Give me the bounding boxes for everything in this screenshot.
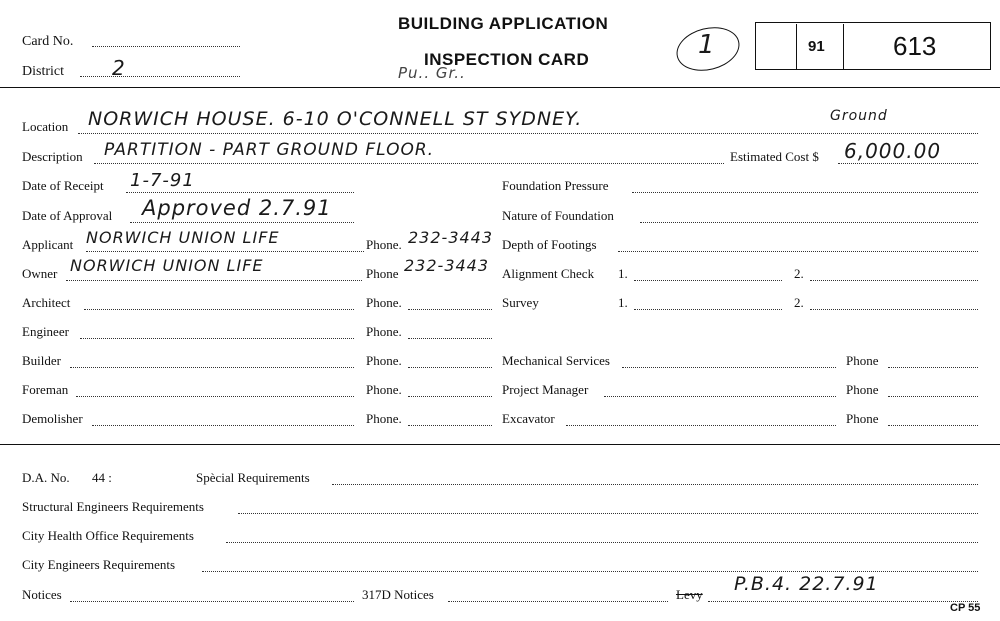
builder-phone-field[interactable] <box>408 367 492 368</box>
city-engineers-label: City Engineers Requirements <box>22 557 176 572</box>
description-field[interactable] <box>94 163 724 164</box>
applicant-label: Applicant <box>22 237 74 252</box>
box-divider-1 <box>796 24 797 70</box>
special-requirements-label: Spècial Requirements <box>196 470 310 485</box>
alignment-num2: 2. <box>794 266 804 281</box>
date-approval-value: Approved 2.7.91 <box>142 196 332 220</box>
alignment-field-2[interactable] <box>810 280 978 281</box>
card-number-box <box>755 22 991 70</box>
box-divider-2 <box>843 24 844 70</box>
owner-value: NORWICH UNION LIFE <box>70 256 264 275</box>
applicant-field[interactable] <box>86 251 364 252</box>
special-requirements-field[interactable] <box>332 484 978 485</box>
demolisher-phone-label: Phone. <box>366 411 402 426</box>
da-no-label: D.A. No. <box>22 470 70 485</box>
demolisher-field[interactable] <box>92 425 354 426</box>
survey-num1: 1. <box>618 295 628 310</box>
architect-label: Architect <box>22 295 71 310</box>
estimated-cost-value: 6,000.00 <box>844 139 942 163</box>
foundation-pressure-label: Foundation Pressure <box>502 178 609 193</box>
district-label: District <box>22 64 64 79</box>
city-engineers-field[interactable] <box>202 571 978 572</box>
excavator-label: Excavator <box>502 411 555 426</box>
foundation-pressure-field[interactable] <box>632 192 978 193</box>
date-receipt-value: 1-7-91 <box>130 170 195 191</box>
architect-phone-field[interactable] <box>408 309 492 310</box>
excavator-field[interactable] <box>566 425 836 426</box>
notices-label: Notices <box>22 587 62 602</box>
foreman-field[interactable] <box>76 396 354 397</box>
district-value: 2 <box>112 56 126 80</box>
owner-phone: 232-3443 <box>404 256 490 275</box>
applicant-phone-label: Phone. <box>366 237 402 252</box>
owner-phone-label: Phone <box>366 266 399 281</box>
health-requirements-label: City Health Office Requirements <box>22 528 194 543</box>
card-no-field[interactable] <box>92 46 240 47</box>
engineer-label: Engineer <box>22 324 69 339</box>
notices-317d-label: 317D Notices <box>362 587 434 602</box>
project-manager-phone-field[interactable] <box>888 396 978 397</box>
district-field[interactable] <box>80 76 240 77</box>
nature-foundation-field[interactable] <box>640 222 978 223</box>
date-approval-label: Date of Approval <box>22 208 113 223</box>
survey-label: Survey <box>502 295 539 310</box>
levy-value: P.B.4. 22.7.91 <box>734 573 879 595</box>
architect-field[interactable] <box>84 309 354 310</box>
foreman-phone-label: Phone. <box>366 382 402 397</box>
alignment-num1: 1. <box>618 266 628 281</box>
project-manager-field[interactable] <box>604 396 836 397</box>
architect-phone-label: Phone. <box>366 295 402 310</box>
builder-label: Builder <box>22 353 61 368</box>
description-label: Description <box>22 149 83 164</box>
header-rule <box>0 87 1000 88</box>
foreman-label: Foreman <box>22 382 69 397</box>
depth-footings-field[interactable] <box>618 251 978 252</box>
da-no-value: 44 : <box>92 470 112 485</box>
survey-num2: 2. <box>794 295 804 310</box>
description-value: PARTITION - PART GROUND FLOOR. <box>104 140 435 160</box>
depth-footings-label: Depth of Footings <box>502 237 597 252</box>
date-approval-field[interactable] <box>130 222 354 223</box>
excavator-phone-field[interactable] <box>888 425 978 426</box>
date-receipt-label: Date of Receipt <box>22 178 104 193</box>
applicant-phone: 232-3443 <box>408 228 494 247</box>
circled-number: 1 <box>698 30 716 60</box>
levy-field[interactable] <box>708 601 978 602</box>
location-label: Location <box>22 119 69 134</box>
form-subtitle: INSPECTION CARD <box>424 50 590 69</box>
excavator-phone-label: Phone <box>846 411 879 426</box>
owner-field[interactable] <box>66 280 362 281</box>
notices-317d-field[interactable] <box>448 601 668 602</box>
project-manager-phone-label: Phone <box>846 382 879 397</box>
engineer-phone-field[interactable] <box>408 338 492 339</box>
box-code: 91 <box>808 38 825 55</box>
engineer-phone-label: Phone. <box>366 324 402 339</box>
applicant-value: NORWICH UNION LIFE <box>86 228 280 247</box>
box-number: 613 <box>893 31 937 61</box>
mechanical-label: Mechanical Services <box>502 353 610 368</box>
mechanical-phone-label: Phone <box>846 353 879 368</box>
builder-field[interactable] <box>70 367 354 368</box>
location-value: NORWICH HOUSE. 6-10 O'CONNELL ST SYDNEY. <box>88 108 583 130</box>
survey-field-1[interactable] <box>634 309 782 310</box>
card-no-label: Card No. <box>22 34 74 49</box>
owner-label: Owner <box>22 266 58 281</box>
structural-requirements-field[interactable] <box>238 513 978 514</box>
levy-label: Levy <box>676 587 703 602</box>
notices-field[interactable] <box>70 601 354 602</box>
project-manager-label: Project Manager <box>502 382 589 397</box>
form-title: BUILDING APPLICATION <box>398 14 609 33</box>
nature-foundation-label: Nature of Foundation <box>502 208 614 223</box>
demolisher-phone-field[interactable] <box>408 425 492 426</box>
foreman-phone-field[interactable] <box>408 396 492 397</box>
structural-requirements-label: Structural Engineers Requirements <box>22 499 204 514</box>
builder-phone-label: Phone. <box>366 353 402 368</box>
engineer-field[interactable] <box>80 338 354 339</box>
location-field[interactable] <box>78 133 978 134</box>
demolisher-label: Demolisher <box>22 411 83 426</box>
survey-field-2[interactable] <box>810 309 978 310</box>
estimated-cost-label: Estimated Cost $ <box>730 149 819 164</box>
footer-rule <box>0 444 1000 445</box>
form-code: CP 55 <box>950 602 981 614</box>
mechanical-phone-field[interactable] <box>888 367 978 368</box>
mechanical-field[interactable] <box>622 367 836 368</box>
alignment-field-1[interactable] <box>634 280 782 281</box>
health-requirements-field[interactable] <box>226 542 978 543</box>
estimated-cost-field[interactable] <box>838 163 978 164</box>
alignment-check-label: Alignment Check <box>502 266 595 281</box>
handwritten-scribble: Pu.. Gr.. <box>398 64 466 82</box>
location-note: Ground <box>830 108 888 124</box>
date-receipt-field[interactable] <box>126 192 354 193</box>
